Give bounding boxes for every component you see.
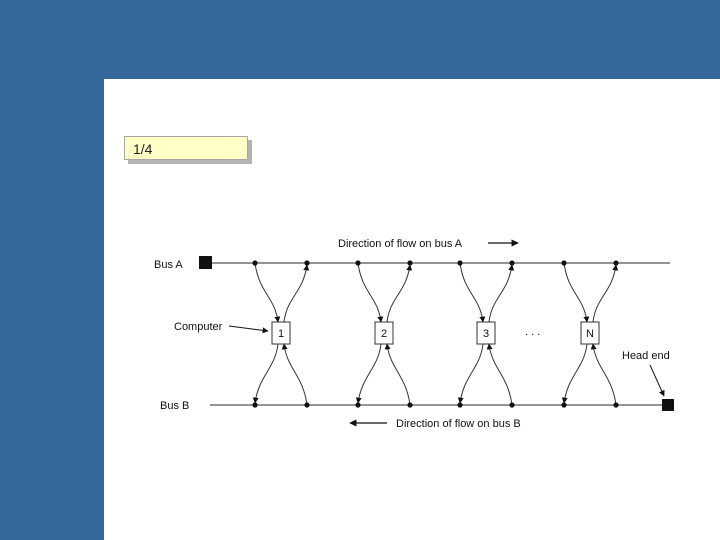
tap-dot	[355, 402, 360, 407]
tap-curve	[358, 263, 381, 322]
head-end-block	[662, 399, 674, 411]
tap-dot	[304, 402, 309, 407]
tap-curve	[255, 344, 278, 403]
tap-dot	[252, 260, 257, 265]
station-label: N	[586, 328, 594, 340]
tap-dot	[509, 260, 514, 265]
head-end-label: Head end	[622, 350, 670, 362]
tap-curve	[564, 344, 587, 403]
tap-dot	[304, 260, 309, 265]
tap-dot	[407, 402, 412, 407]
tap-curve	[489, 344, 512, 405]
station-label: 2	[380, 328, 388, 340]
tap-curve	[358, 344, 381, 403]
tap-curve	[564, 263, 587, 322]
computer-arrow	[229, 326, 268, 331]
station-label: 3	[482, 328, 490, 340]
ellipsis: . . .	[525, 326, 541, 338]
tap-curve	[489, 265, 512, 322]
tap-curve	[593, 265, 616, 322]
tap-curve	[593, 344, 616, 405]
tap-dot	[407, 260, 412, 265]
flow-b-label: Direction of flow on bus B	[396, 418, 521, 430]
tap-dot	[457, 402, 462, 407]
bus-a-label: Bus A	[154, 259, 183, 271]
tap-dot	[613, 402, 618, 407]
tap-curve	[284, 265, 307, 322]
tap-curve	[255, 263, 278, 322]
flow-a-label: Direction of flow on bus A	[338, 238, 463, 250]
station-label: 1	[277, 328, 285, 340]
tap-dot	[561, 402, 566, 407]
tap-dot	[561, 260, 566, 265]
computer-label: Computer	[174, 321, 223, 333]
head-end-arrow	[650, 365, 664, 396]
slide-label: 1/4	[124, 136, 248, 160]
stations-group	[252, 260, 618, 407]
tap-dot	[457, 260, 462, 265]
bus-a-head-block	[199, 256, 212, 269]
tap-curve	[387, 344, 410, 405]
tap-dot	[509, 402, 514, 407]
tap-curve	[284, 344, 307, 405]
tap-curve	[460, 344, 483, 403]
tap-dot	[613, 260, 618, 265]
tap-dot	[355, 260, 360, 265]
bus-b-label: Bus B	[160, 400, 190, 412]
tap-curve	[460, 263, 483, 322]
tap-curve	[387, 265, 410, 322]
tap-dot	[252, 402, 257, 407]
